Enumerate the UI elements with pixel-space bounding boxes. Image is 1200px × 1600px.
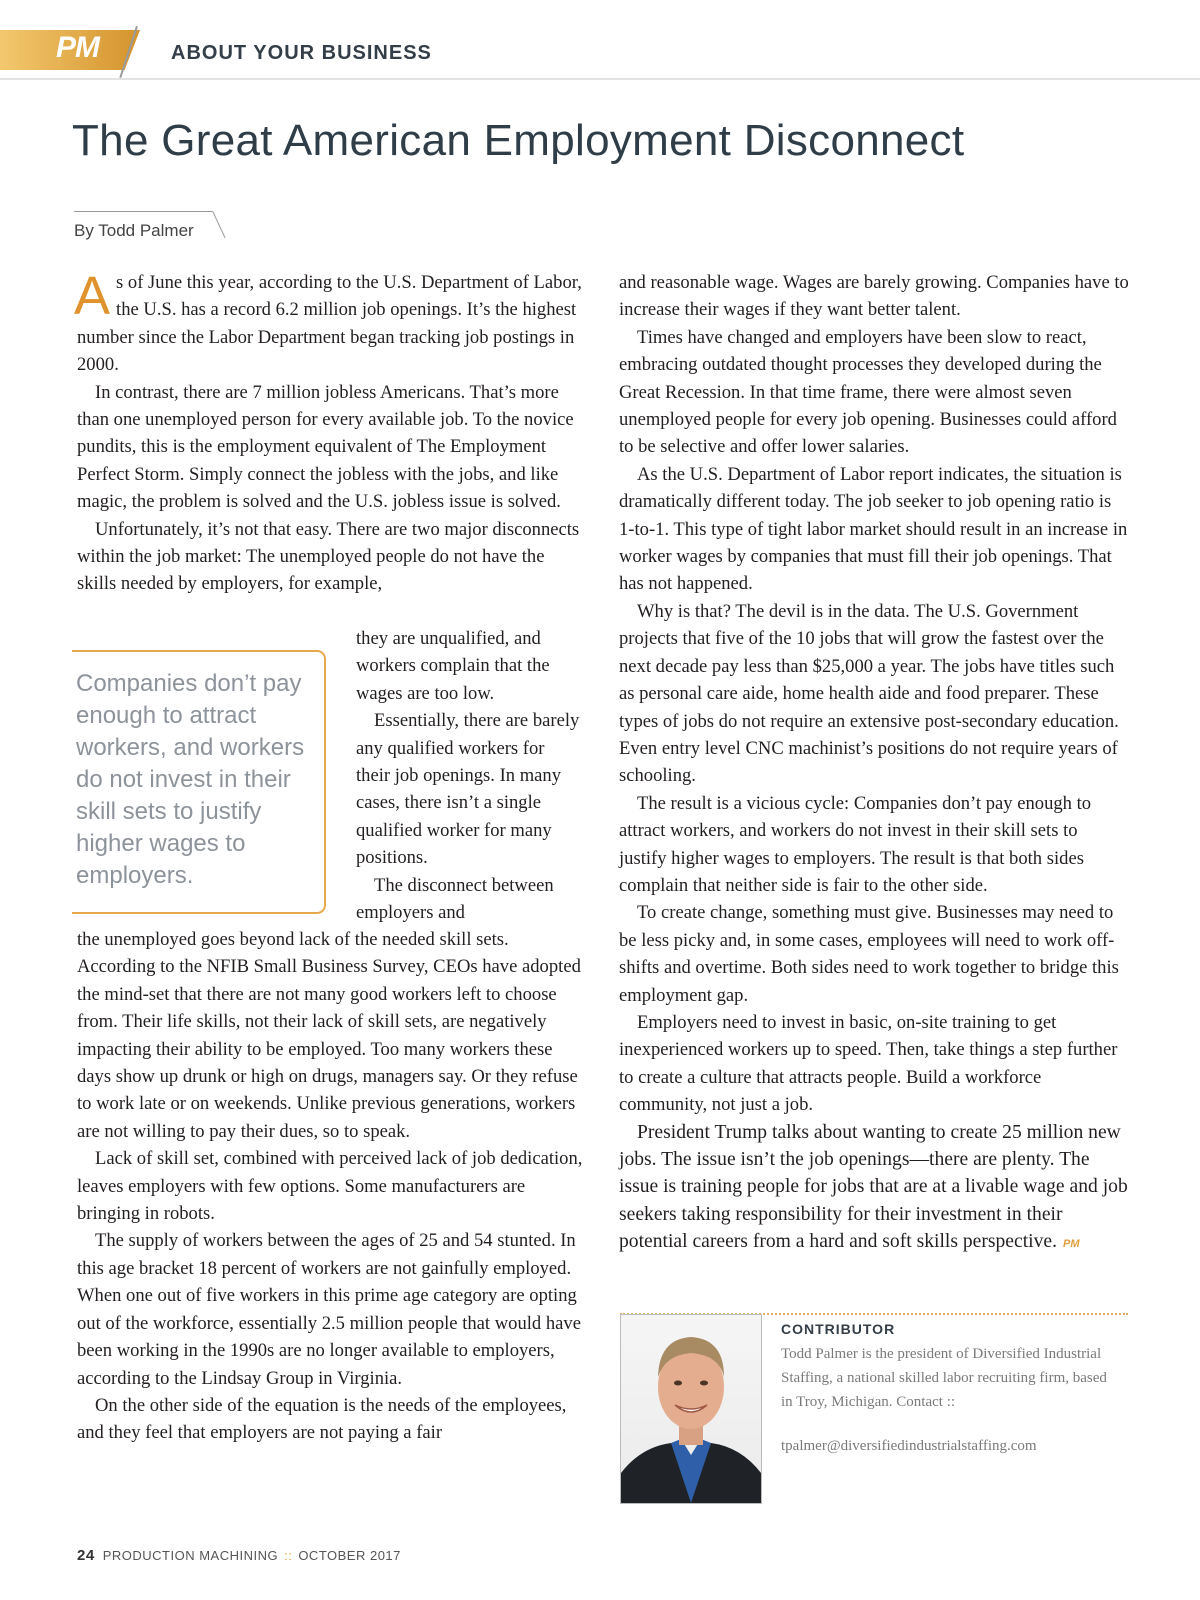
pull-quote: Companies don’t pay enough to attract workers, and workers do not invest in their skill sets to justify higher wages to employers. <box>76 670 305 889</box>
pm-logo: PM <box>56 31 99 64</box>
right-column <box>619 269 1129 1256</box>
paragraph: Times have changed and employers have been slow to react, embracing outdated thought processes they developed during the Great Recession. In that time frame, there were almost seven unemployed people for every job opening. Businesses could afford to be selective and offer lower salaries. <box>619 326 1117 458</box>
contributor-bio: Todd Palmer is the president of Diversified Industrial Staffing, a national skilled labor recruiting firm, based in Troy, Michigan. Contact :: <box>781 1346 1107 1410</box>
end-mark: PM <box>1062 1238 1080 1251</box>
left-column-bottom <box>77 926 583 1447</box>
publication-name: PRODUCTION MACHINING <box>102 1548 279 1563</box>
article-title: The Great American Employment Disconnect <box>72 116 965 165</box>
contributor-label: CONTRIBUTOR <box>781 1321 896 1337</box>
paragraph: Employers need to invest in basic, on-site training to get inexperienced workers up to speed. Then, take things a step further to create a culture that attracts people. Build a workforce community, not just a job. <box>619 1011 1118 1116</box>
paragraph-final: President Trump talks about wanting to create 25 million new jobs. The issue isn’t the job openings—there are plenty. The issue is training people for jobs that are at a livable wage and job seekers taking responsibility for their investment in their potential careers from a hard and soft skills perspective. PM <box>619 1121 1128 1253</box>
portrait-illustration <box>621 1315 761 1503</box>
footer-separator: :: <box>284 1548 293 1563</box>
paragraph: Essentially, there are barely any qualified workers for their job openings. In many cases, there isn’t a single qualified worker for many positions. <box>356 710 580 869</box>
paragraph: The disconnect between employers and <box>356 874 554 924</box>
paragraph: The supply of workers between the ages of 25 and 54 stunted. In this age bracket 18 percent of workers are not gainfully employed. When one out of five workers in this prime age category are opting out of the workforce, essentially 2.5 million people that would have been working in the 1990s are no longer available to employers, according to the Lindsay Group in Virginia. <box>77 1230 581 1389</box>
paragraph: To create change, something must give. Businesses may need to be less picky and, in some cases, employees will need to work off-shifts and overtime. Both sides need to work together to bridge this employment gap. <box>619 902 1119 1006</box>
byline-divider <box>212 211 226 239</box>
issue-date: OCTOBER 2017 <box>298 1548 401 1563</box>
header-rule <box>0 78 1200 80</box>
paragraph: As the U.S. Department of Labor report indicates, the situation is dramatically different today. The job seeker to job opening ratio is 1-to-1. This type of tight labor market should result in an increase in worker wages by companies that must fill their job openings. That has not happened. <box>619 463 1128 595</box>
page-number: 24 <box>77 1547 95 1564</box>
contributor-email: tpalmer@diversifiedindustrialstaffing.com <box>781 1438 1037 1454</box>
drop-cap: A <box>74 266 111 326</box>
paragraph: Lack of skill set, combined with perceived lack of job dedication, leaves employers with few options. Some manufacturers are bringing in robots. <box>77 1148 583 1225</box>
contributor-photo <box>620 1314 762 1504</box>
paragraph: As of June this year, according to the U.S. Department of Labor, the U.S. has a record 6.2 million job openings. It’s the highest number since the Labor Department began tracking job postings in 2000. <box>74 266 582 376</box>
paragraph: Unfortunately, it’s not that easy. There are two major disconnects within the job market: The unemployed people do not have the skills needed by employers, for example, <box>77 518 580 595</box>
paragraph: The result is a vicious cycle: Companies don’t pay enough to attract workers, and workers do not invest in their skill sets to justify higher wages to employers. The result is that both sides complain that neither side is fair to the other side. <box>619 792 1092 896</box>
byline-rule <box>74 211 212 212</box>
paragraph: In contrast, there are 7 million jobless Americans. That’s more than one unemployed person for every available job. To the novice pundits, this is the employment equivalent of The Employment Perfect Storm. Simply connect the jobless with the jobs, and like magic, the problem is solved and the U.S. jobless issue is solved. <box>77 381 574 513</box>
paragraph: On the other side of the equation is the needs of the employees, and they feel that employers are not paying a fair <box>77 1394 567 1444</box>
paragraph-continued: they are unqualified, and workers complain that the wages are too low. <box>356 628 550 704</box>
byline: By Todd Palmer <box>74 221 194 240</box>
section-label: ABOUT YOUR BUSINESS <box>171 42 432 64</box>
page-footer <box>77 1547 401 1564</box>
paragraph-continued: the unemployed goes beyond lack of the needed skill sets. According to the NFIB Small Business Survey, CEOs have adopted the mind-set that there are not many good workers left to choose from. Their life skills, not their lack of skill sets, are negatively impacting their ability to be employed. Too many workers these days show up drunk or high on drugs, managers say. Or they refuse to work late or on weekends. Unlike previous generations, workers are not willing to pay their dues, so to speak. <box>77 929 581 1142</box>
paragraph-continued: and reasonable wage. Wages are barely growing. Companies have to increase their wages if they want better talent. <box>619 272 1129 321</box>
left-column-narrow <box>356 625 583 926</box>
left-column-top <box>74 266 583 598</box>
paragraph: Why is that? The devil is in the data. The U.S. Government projects that five of the 10 jobs that will grow the fastest over the next decade pay less than $25,000 a year. The jobs have titles such as personal care aide, home health aide and food preparer. These types of jobs do not require an extensive post-secondary education. Even entry level CNC machinist’s positions do not require years of schooling. <box>619 600 1119 787</box>
